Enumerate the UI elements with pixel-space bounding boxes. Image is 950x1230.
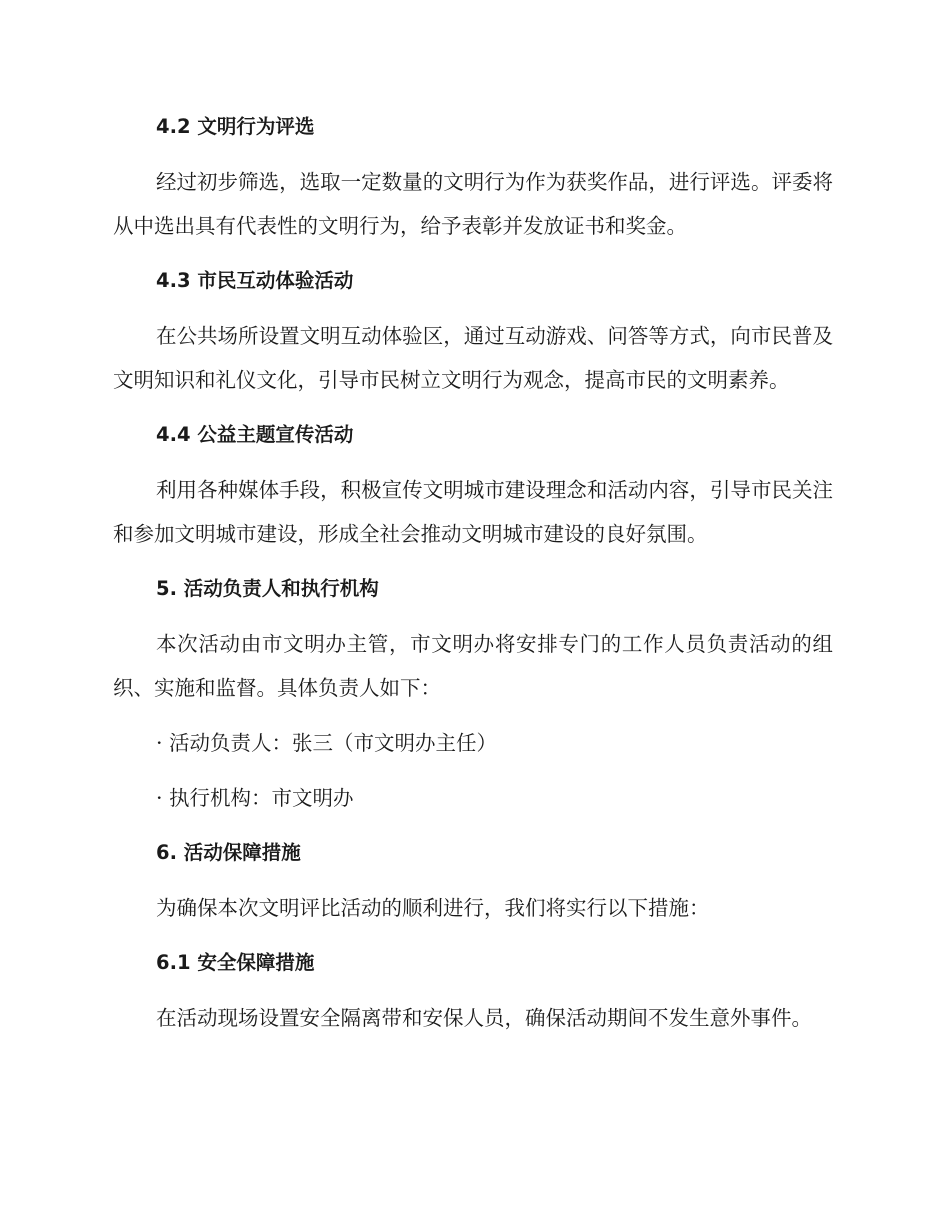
bullet-executing-agency: · 执行机构：市文明办 <box>156 786 354 810</box>
document-page <box>113 105 833 1051</box>
paragraph-safety-measures: 在活动现场设置安全隔离带和安保人员，确保活动期间不发生意外事件。 <box>156 1006 812 1030</box>
paragraph-civilized-behavior-selection: 经过初步筛选，选取一定数量的文明行为作为获奖作品，进行评选。评委将从中选出具有代表性的文明行为，给予表彰并发放证书和奖金。 <box>113 170 833 238</box>
heading-5: 5. 活动负责人和执行机构 <box>156 577 379 600</box>
heading-4-4: 4.4 公益主题宣传活动 <box>156 423 354 446</box>
heading-6: 6. 活动保障措施 <box>156 841 301 864</box>
paragraph-citizen-interaction: 在公共场所设置文明互动体验区，通过互动游戏、问答等方式，向市民普及文明知识和礼仪文化，引导市民树立文明行为观念，提高市民的文明素养。 <box>113 324 833 392</box>
paragraph-public-welfare-promotion: 利用各种媒体手段，积极宣传文明城市建设理念和活动内容，引导市民关注和参加文明城市建设，形成全社会推动文明城市建设的良好氛围。 <box>113 478 833 546</box>
paragraph-responsible-persons: 本次活动由市文明办主管，市文明办将安排专门的工作人员负责活动的组织、实施和监督。具体负责人如下： <box>113 632 833 700</box>
heading-4-3: 4.3 市民互动体验活动 <box>156 269 354 292</box>
heading-6-1: 6.1 安全保障措施 <box>156 951 315 974</box>
bullet-activity-leader: · 活动负责人：张三（市文明办主任） <box>156 731 498 755</box>
heading-4-2: 4.2 文明行为评选 <box>156 115 315 138</box>
paragraph-safeguard-intro: 为确保本次文明评比活动的顺利进行，我们将实行以下措施： <box>156 896 710 920</box>
